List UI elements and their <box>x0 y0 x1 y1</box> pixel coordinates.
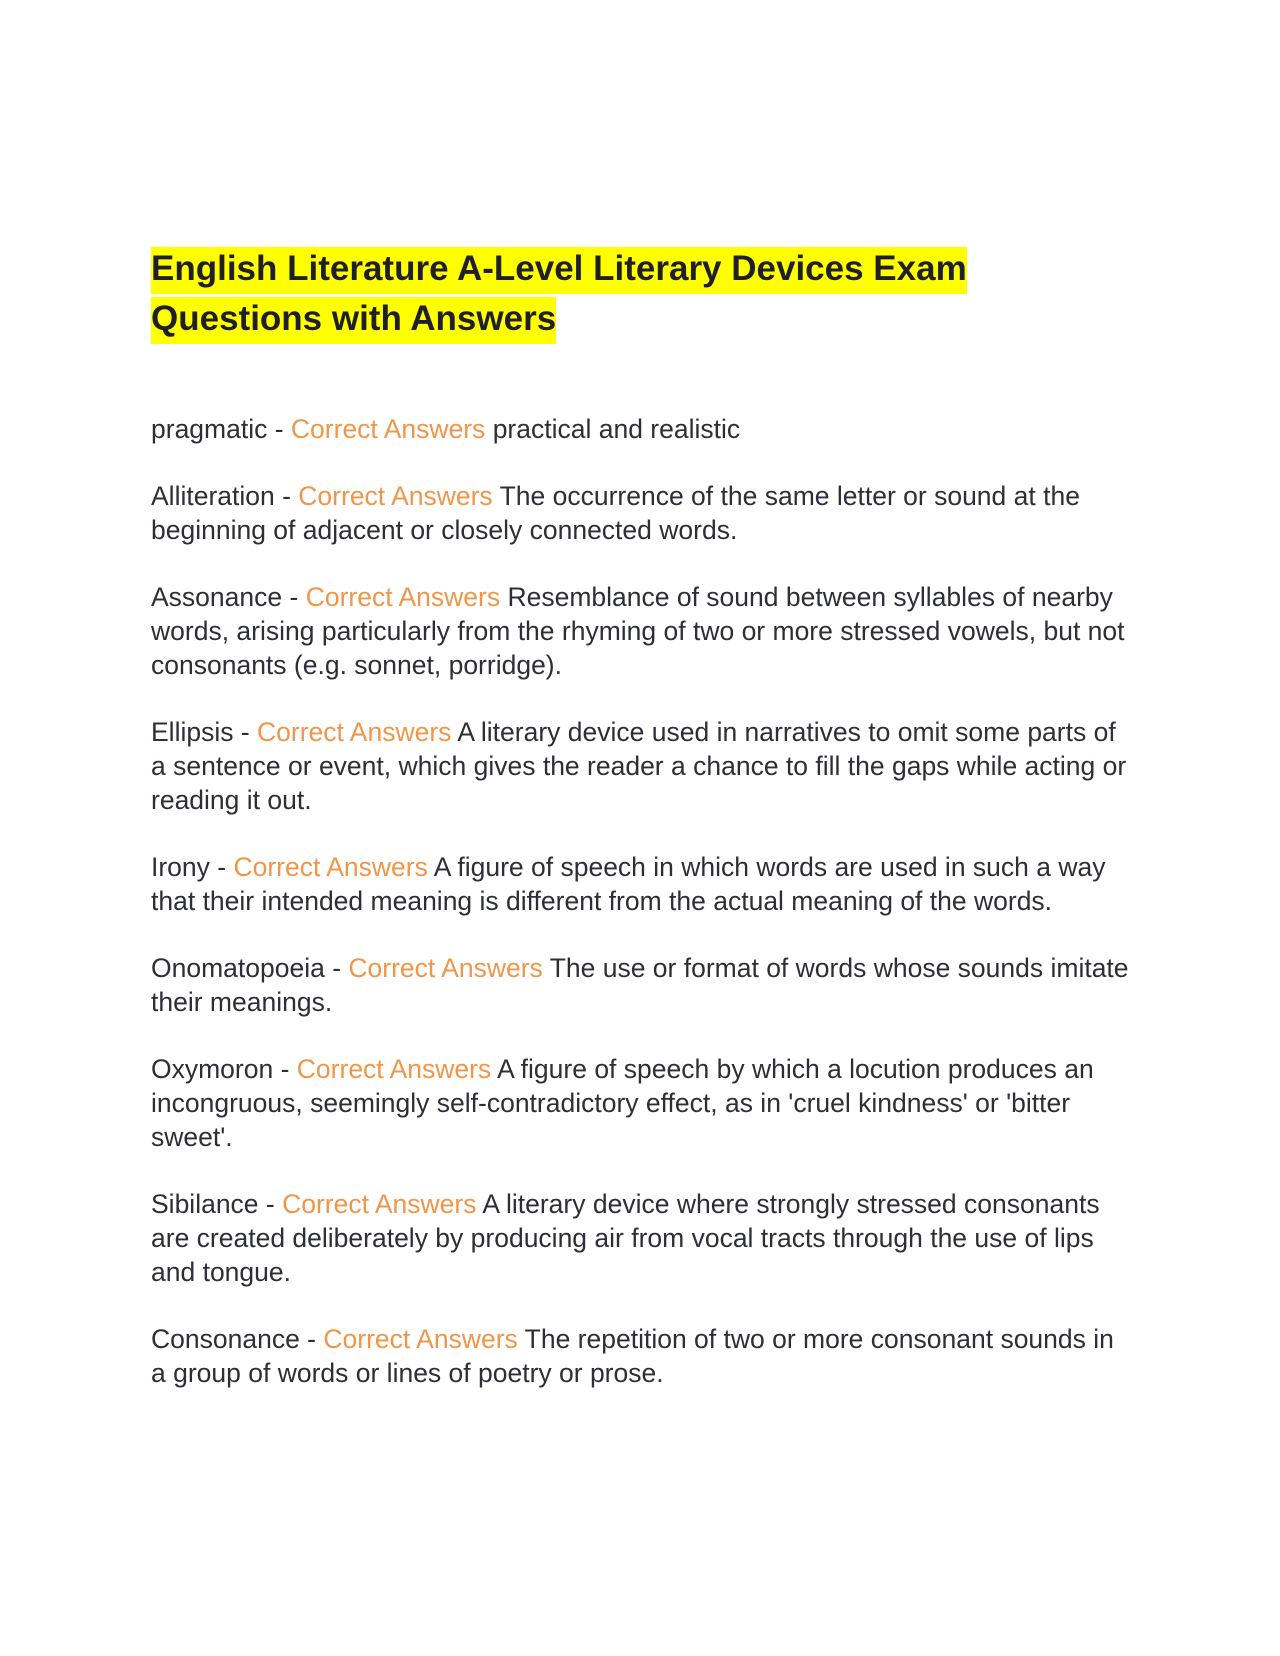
entry-separator: - <box>273 1054 297 1084</box>
entry-term: Onomatopoeia <box>151 953 325 983</box>
entry-definition: A figure of speech by which a locution produces an incongruous, seemingly self-contradictory effect, as in 'cruel kindness' or 'bitter sweet'. <box>151 1054 1094 1152</box>
entry-definition: Resemblance of sound between syllables of nearby words, arising particularly from the rhyming of two or more stressed vowels, but not consonants (e.g. sonnet, porridge). <box>151 582 1125 680</box>
entry-definition: The occurrence of the same letter or sound at the beginning of adjacent or closely connected words. <box>151 481 1080 545</box>
correct-answers-tag: Correct Answers <box>348 953 543 983</box>
entry-sibilance <box>151 1187 1131 1289</box>
entry-separator: - <box>274 481 299 511</box>
entry-separator: - <box>267 414 291 444</box>
entry-onomatopoeia <box>151 951 1131 1019</box>
entry-oxymoron <box>151 1052 1131 1154</box>
entry-assonance <box>151 580 1131 682</box>
entry-separator: - <box>258 1189 283 1219</box>
entry-term: Assonance <box>151 582 283 612</box>
correct-answers-tag: Correct Answers <box>323 1324 518 1354</box>
correct-answers-tag: Correct Answers <box>233 852 428 882</box>
entry-separator: - <box>299 1324 324 1354</box>
document-title-text: English Literature A-Level Literary Devices Exam Questions with Answers <box>151 247 967 344</box>
entry-separator: - <box>324 953 349 983</box>
document-page <box>151 244 1131 1423</box>
entry-term: pragmatic <box>151 414 268 444</box>
correct-answers-tag: Correct Answers <box>298 481 493 511</box>
correct-answers-tag: Correct Answers <box>290 414 486 444</box>
entry-irony <box>151 850 1131 918</box>
entry-ellipsis <box>151 715 1131 817</box>
entry-term: Alliteration <box>151 481 275 511</box>
entry-definition: A literary device where strongly stressed consonants are created deliberately by producing air from vocal tracts through the use of lips and tongue. <box>151 1189 1100 1287</box>
correct-answers-tag: Correct Answers <box>296 1054 492 1084</box>
entry-definition: practical and realistic <box>492 414 741 444</box>
entry-term: Irony <box>151 852 210 882</box>
entry-term: Oxymoron <box>151 1054 274 1084</box>
entry-definition: A literary device used in narratives to omit some parts of a sentence or event, which gives the reader a chance to fill the gaps while acting or reading it out. <box>151 717 1127 815</box>
entry-definition: The use or format of words whose sounds imitate their meanings. <box>151 953 1129 1017</box>
entry-term: Sibilance <box>151 1189 259 1219</box>
document-title <box>151 244 1131 344</box>
entry-separator: - <box>282 582 306 612</box>
correct-answers-tag: Correct Answers <box>257 717 452 747</box>
entry-separator: - <box>233 717 258 747</box>
entry-definition: A figure of speech in which words are used in such a way that their intended meaning is different from the actual meaning of the words. <box>151 852 1106 916</box>
entry-alliteration <box>151 479 1131 547</box>
entry-pragmatic <box>151 412 1131 446</box>
entry-term: Ellipsis <box>151 717 234 747</box>
entry-separator: - <box>209 852 234 882</box>
entry-list <box>151 412 1131 1390</box>
correct-answers-tag: Correct Answers <box>305 582 501 612</box>
entry-consonance <box>151 1322 1131 1390</box>
entry-term: Consonance <box>151 1324 300 1354</box>
entry-definition: The repetition of two or more consonant sounds in a group of words or lines of poetry or prose. <box>151 1324 1114 1388</box>
correct-answers-tag: Correct Answers <box>282 1189 477 1219</box>
